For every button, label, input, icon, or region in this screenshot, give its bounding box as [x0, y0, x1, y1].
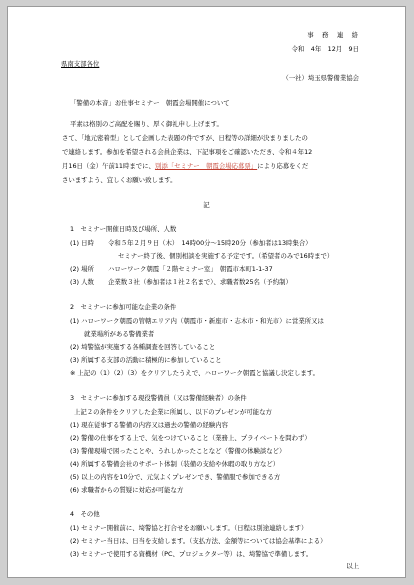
- section-3-title: 3 セミナーに参加する現役警備員（又は警備経験者）の条件: [70, 394, 247, 402]
- document-subject: 「警備の本音」お仕事セミナー 朝霞会場開催について: [70, 99, 230, 107]
- section-1-title: 1 セミナー開催日時及び場所、人数: [70, 225, 177, 233]
- section-3-item: (1) 現在従事する警備の内容又は過去の警備の経験内容: [70, 421, 229, 429]
- section-1-date-label: (1) 日時: [70, 239, 94, 247]
- section-2-condition-1-cont: 就業場所がある警備業者: [84, 330, 155, 338]
- application-form-link[interactable]: 別添「セミナー 朝霞会場応募票」: [154, 162, 258, 170]
- intro-deadline: 月16日（金）午前11時までに、: [62, 162, 155, 170]
- section-2-condition-1: (1) ハローワーク朝霞の管轄エリア内（朝霞市・新座市・志木市・和光市）に営業所又は: [70, 317, 324, 325]
- intro-line-1: 平素は格別のご高配を賜り、厚く御礼申し上げます。: [70, 120, 223, 128]
- document-page: [7, 6, 406, 578]
- section-1-date-value: 令和５年２月９日（木） 14時00分～15時20分（参加者は13時集合）: [108, 239, 312, 247]
- section-1-place-value: ハローワーク朝霞「２階セミナー室」 朝霞市本町1-1-37: [108, 265, 273, 273]
- intro-line-5: さいますよう、宜しくお願い致します。: [62, 176, 177, 184]
- section-3-item: (6) 求職者からの質疑に対応が可能な方: [70, 486, 184, 494]
- closing-mark: 以上: [346, 562, 359, 570]
- intro-line-2: さて、「地元密着型」として企画した表題の件ですが、日程等の詳細が決まりましたの: [62, 134, 308, 142]
- section-3-lead: 上記２の条件をクリアした企業に所属し、以下のプレゼンが可能な方: [74, 408, 272, 416]
- document-date: 令和 4年 12月 9日: [291, 45, 359, 53]
- section-3-item: (2) 警備の仕事をする上で、気をつけていること（業務上、プライベートを問わず）: [70, 434, 311, 442]
- section-2-condition-2: (2) 埼警協が実施する各種調査を回答していること: [70, 343, 216, 351]
- section-4-item: (1) セミナー開催前に、埼警協と打合せをお願いします。（日程は別途連絡します）: [70, 524, 308, 532]
- intro-line-3: で連絡します。参加を希望される会員企業は、下記事項をご確認いただき、令和４年12: [62, 148, 313, 156]
- section-3-item: (5) 以上の内容を10分で、元気よくプレゼンでき、警備服で参加できる方: [70, 473, 281, 481]
- section-2-condition-3: (3) 所属する支部の活動に積極的に参加していること: [70, 356, 222, 364]
- section-2-title: 2 セミナーに参加可能な企業の条件: [70, 303, 177, 311]
- section-3-item: (4) 所属する警備会社のサポート体制（装備の支給や休暇の取り方など）: [70, 460, 280, 468]
- section-4-item: (2) セミナー当日は、日当を支給します。（支払方法、金額等については協会基準による）: [70, 537, 327, 545]
- sender: （一社）埼玉県警備業協会: [282, 74, 359, 82]
- section-1-place-label: (2) 場所: [70, 265, 94, 273]
- section-1-count-label: (3) 人数: [70, 278, 94, 286]
- section-1-date-note: セミナー終了後、個別相談を実施する予定です。（希望者のみで16時まで）: [118, 252, 334, 260]
- section-3-item: (3) 警備現場で困ったことや、うれしかったことなど（警備の体験談など）: [70, 447, 286, 455]
- intro-line-4-end: により応募をくだ: [257, 162, 309, 170]
- section-4-title: 4 その他: [70, 510, 100, 518]
- section-2-note: ※ 上記の（1）（2）（3）をクリアしたうえで、ハローワーク朝霞と協議し決定します。: [70, 369, 319, 377]
- section-1-count-value: 企業数３社（参加者は１社２名まで）、求職者数25名（予約制）: [108, 278, 292, 286]
- addressee: 県南支部各位: [61, 60, 100, 68]
- section-4-item: (3) セミナーで使用する資機材（PC、プロジェクター等）は、埼警協で準備します。: [70, 550, 313, 558]
- intro-line-4: [62, 162, 308, 170]
- office-notice-label: 事 務 連 絡: [307, 31, 359, 39]
- ki-heading: 記: [203, 201, 210, 209]
